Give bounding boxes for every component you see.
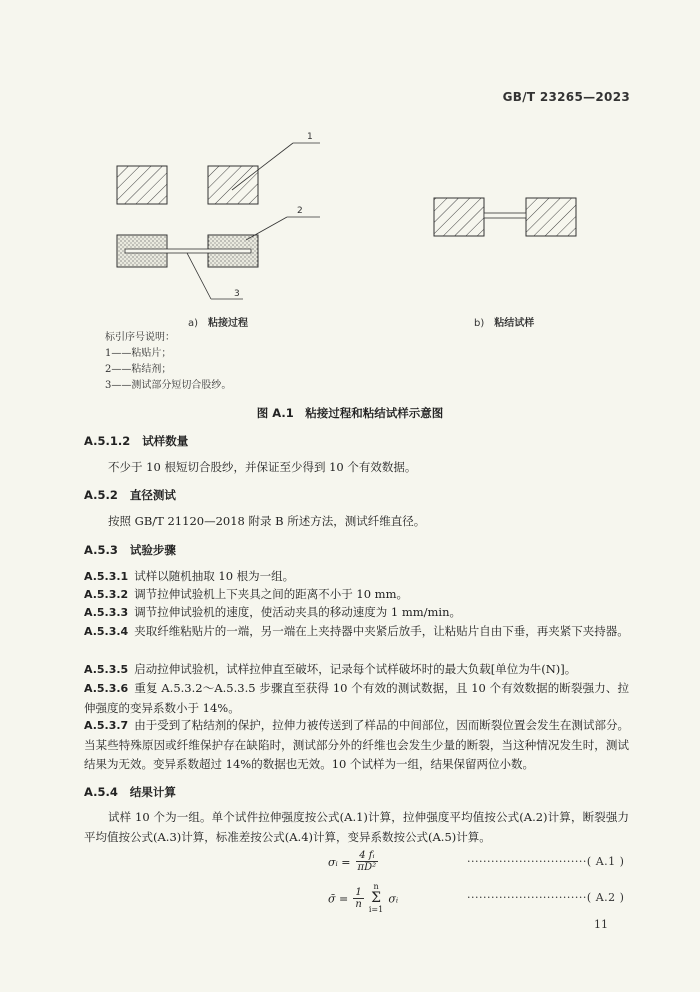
step-a534: A.5.3.4 夹取纤维粘贴片的一端，另一端在上夹持器中夹紧后放手，让粘贴片自由下垂，再夹紧下夹持器。: [84, 624, 629, 638]
heading-a54: A.5.4 结果计算: [84, 785, 176, 799]
specimen-tab-left: [434, 198, 484, 236]
para-a54: 试样 10 个为一组。单个试件拉伸强度按公式(A.1)计算，拉伸强度平均值按公式(A.2)计算，断裂强力平均值按公式(A.3)计算，标准差按公式(A.4)计算，变异系数按公式(A.5)计算。: [84, 810, 629, 844]
legend-title: 标引序号说明：: [105, 332, 175, 343]
step-a537: A.5.3.7 由于受到了粘结剂的保护，拉伸力被传送到了样品的中间部位，因而断裂位置会发生在测试部分。当某些特殊原因或纤维保护存在缺陷时，测试部分外的纤维也会发生少量的断裂，当这种情况发生时，测试结果为无效。变异系数超过 14%的数据也无效。10 个试样为一组，结果保留两位小数。: [84, 718, 629, 771]
callout-1: 1: [307, 132, 313, 142]
step-a532: A.5.3.2 调节拉伸试验机上下夹具之间的距离不小于 10 mm。: [84, 587, 408, 601]
tab-top-left: [117, 166, 167, 204]
standard-code: GB/T 23265—2023: [502, 90, 630, 104]
step-a531: A.5.3.1 试样以随机抽取 10 根为一组。: [84, 569, 295, 583]
heading-a512: A.5.1.2 试样数量: [84, 434, 189, 448]
formula-a2-leader: ······························( A.2 ): [467, 891, 625, 904]
heading-a53: A.5.3 试验步骤: [84, 543, 176, 557]
para-a512: 不少于 10 根短切合股纱，并保证至少得到 10 个有效数据。: [108, 460, 417, 474]
step-a533: A.5.3.3 调节拉伸试验机的速度，使活动夹具的移动速度为 1 mm/min。: [84, 605, 462, 619]
step-a536: A.5.3.6 重复 A.5.3.2～A.5.3.5 步骤直至获得 10 个有效的测试数据，且 10 个有效数据的断裂强力、拉伸强度的变异系数小于 14%。: [84, 681, 629, 715]
step-a535: A.5.3.5 启动拉伸试验机，试样拉伸直至破坏，记录每个试样破坏时的最大负载[单位为牛(N)]。: [84, 662, 577, 676]
figure-legend: [105, 330, 231, 394]
legend-item: 2——粘结剂；: [105, 364, 172, 375]
formula-a1-leader: ······························( A.1 ): [467, 855, 625, 868]
legend-item: 1——粘贴片；: [105, 348, 172, 359]
caption-a: a) 粘接过程: [188, 318, 249, 329]
heading-a52: A.5.2 直径测试: [84, 488, 176, 502]
formula-a2: σ̄ = $\frac{1}{n}$ n Σ i=1 σᵢ: [328, 882, 399, 914]
formula-a1: σᵢ = $\frac{\text{4 fᵢ}}{\text{πD²}}$: [328, 850, 377, 873]
legend-item: 3——测试部分短切合股纱。: [105, 380, 232, 391]
caption-b: b) 粘结试样: [474, 318, 535, 329]
callout-2: 2: [297, 206, 303, 216]
specimen-fiber: [484, 213, 526, 218]
callout-3: 3: [234, 289, 240, 299]
figure-title: 图 A.1 粘接过程和粘结试样示意图: [256, 406, 444, 420]
tab-top-right: [208, 166, 258, 204]
para-a52: 按照 GB/T 21120—2018 附录 B 所述方法，测试纤维直径。: [108, 514, 426, 528]
fiber-strand: [125, 249, 251, 253]
page-number: 11: [594, 918, 608, 931]
specimen-tab-right: [526, 198, 576, 236]
